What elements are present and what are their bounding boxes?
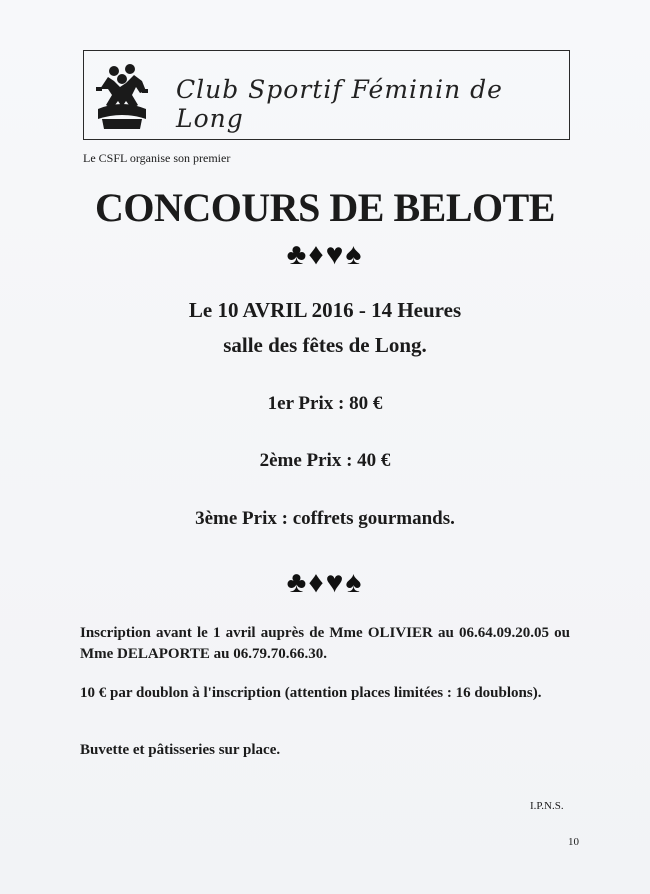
club-name: Club Sportif Féminin de Long [176,75,503,133]
card-suits-icon: ♣♦♥♠ [286,566,364,599]
prize-third: 3ème Prix : coffrets gourmands. [195,508,455,529]
registration-info: Inscription avant le 1 avril auprès de Mme OLIVIER au 06.64.09.20.05 ou Mme DELAPORTE au 06.79.70.66.30. [80,625,570,662]
card-suits-icon: ♣♦♥♠ [286,238,364,271]
prize-second: 2ème Prix : 40 € [259,450,391,471]
ipns-credit: I.P.N.S. [530,800,564,812]
club-logo [92,59,152,131]
event-place: salle des fêtes de Long. [223,333,427,357]
fee-info: 10 € par doublon à l'inscription (attention places limitées : 16 doublons). [80,685,542,701]
prize-first: 1er Prix : 80 € [267,393,383,414]
intro-text: Le CSFL organise son premier [83,151,231,165]
event-date: Le 10 AVRIL 2016 - 14 Heures [188,298,462,322]
page-number: 10 [568,836,579,848]
page-title: CONCOURS DE BELOTE [95,185,555,230]
refreshments-info: Buvette et pâtisseries sur place. [80,742,281,758]
club-header [83,50,570,140]
